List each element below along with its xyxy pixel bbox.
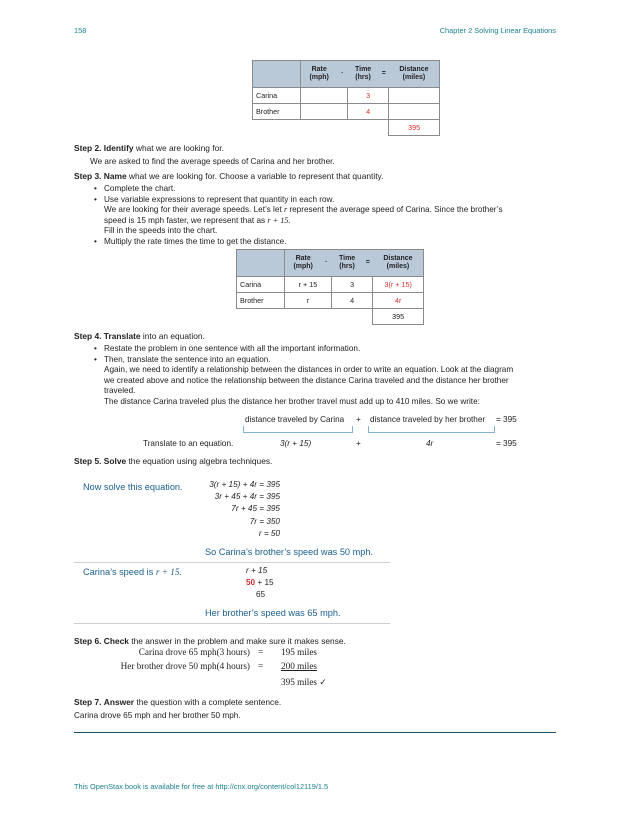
check-left-1: Carina drove 65 mph(3 hours) — [138, 647, 250, 657]
list-item: traveled. — [104, 386, 136, 396]
translate-plus: + — [356, 439, 361, 448]
list-item: Again, we need to identify a relationship between the distances in order to write an equation. Look at the diagram — [104, 365, 514, 375]
table-total: 395 — [373, 309, 424, 325]
row-name: Brother — [237, 293, 285, 309]
row-time: 3 — [347, 88, 389, 104]
row-time: 3 — [331, 277, 373, 293]
row-rate — [301, 88, 348, 104]
solve-line: 3r + 45 + 4r = 395 — [214, 492, 280, 502]
col-times-op: · — [337, 61, 347, 88]
underbrace-left — [243, 426, 353, 433]
calc-line: 65 — [256, 590, 266, 600]
step-6-keyword: Check — [103, 636, 129, 646]
step-5-label: Step 5. — [74, 456, 102, 466]
word-eq-plus: + — [356, 415, 361, 424]
step-2-answer: We are asked to find the average speeds of Carina and her brother. — [90, 157, 335, 166]
step-7-text: the question with a complete sentence. — [134, 697, 282, 707]
step-7-label: Step 7. — [74, 697, 102, 707]
list-item: • Then, translate the sentence into an equation. — [92, 355, 557, 366]
step-7-keyword: Answer — [103, 697, 135, 707]
solve-line: 7r + 45 = 395 — [231, 504, 280, 514]
section-rule — [74, 732, 556, 733]
step-6-text: the answer in the problem and make sure it makes sense. — [128, 636, 346, 646]
step-2-label: Step 2. — [74, 143, 102, 153]
step-7 — [74, 697, 281, 707]
col-equals-op: = — [379, 61, 389, 88]
step-4-list — [92, 344, 557, 408]
col-rate: Rate (mph) — [301, 61, 338, 88]
brother-speed-note: So Carina’s brother’s speed was 50 mph. — [205, 547, 374, 557]
solve-label: Now solve this equation. — [83, 482, 183, 492]
row-rate: r + 15 — [285, 277, 332, 293]
list-item: We are looking for their average speeds. Let’s let r represent the average speed of Carina. Since the brother’s — [104, 205, 503, 215]
page-number: 158 — [74, 26, 87, 35]
step-4-keyword: Translate — [103, 331, 141, 341]
word-eq-left: distance traveled by Carina — [245, 415, 345, 424]
solve-steps — [180, 479, 280, 540]
underbrace-right — [368, 426, 495, 433]
row-rate — [301, 104, 348, 120]
carina-speed-label: Carina’s speed is r + 15. — [83, 567, 182, 577]
table-corner — [253, 61, 301, 88]
row-name: Brother — [253, 104, 301, 120]
list-item: • Use variable expressions to represent that quantity in each row. — [92, 195, 557, 206]
list-item: • Restate the problem in one sentence with all the important information. — [92, 344, 557, 355]
calc-line: r + 15 — [246, 566, 268, 575]
col-time: Time (hrs) — [331, 250, 363, 277]
row-time: 4 — [347, 104, 389, 120]
col-times-op: · — [321, 250, 331, 277]
rate-table-2 — [236, 249, 424, 325]
list-item: Fill in the speeds into the chart. — [104, 226, 218, 236]
step-3-list — [92, 184, 557, 248]
list-item: • Complete the chart. — [92, 184, 557, 195]
step-2-keyword: Identify — [103, 143, 134, 153]
translate-right: 4r — [426, 439, 434, 448]
row-rate: r — [285, 293, 332, 309]
step-7-answer: Carina drove 65 mph and her brother 50 mph. — [74, 711, 241, 720]
chapter-title: Chapter 2 Solving Linear Equations — [439, 26, 556, 35]
table-corner — [237, 250, 285, 277]
step-4-label: Step 4. — [74, 331, 102, 341]
row-name: Carina — [237, 277, 285, 293]
divider — [74, 562, 390, 563]
row-distance: 4r — [373, 293, 424, 309]
col-distance: Distance (miles) — [389, 61, 440, 88]
list-item: speed is 15 mph faster, we represent that as r + 15. — [104, 215, 291, 225]
row-distance — [389, 88, 440, 104]
table-total: 395 — [389, 120, 440, 136]
step-3 — [74, 171, 383, 181]
row-distance: 3(r + 15) — [373, 277, 424, 293]
translate-left: 3(r + 15) — [280, 439, 312, 448]
row-name: Carina — [253, 88, 301, 104]
row-time: 4 — [331, 293, 373, 309]
word-eq-right: distance traveled by her brother — [370, 415, 486, 424]
check-right-1: 195 miles — [281, 647, 317, 657]
step-3-text: what we are looking for. Choose a variable to represent that quantity. — [126, 171, 384, 181]
check-eq-2: = — [258, 661, 264, 671]
table-row — [253, 88, 440, 104]
col-rate: Rate (mph) — [285, 250, 322, 277]
divider — [74, 623, 390, 624]
translate-equals: = 395 — [496, 439, 517, 448]
solve-line: 7r = 350 — [249, 516, 280, 526]
step-3-keyword: Name — [103, 171, 127, 181]
col-distance: Distance (miles) — [373, 250, 424, 277]
step-6 — [74, 636, 346, 646]
table-row — [253, 104, 440, 120]
list-item: • Multiply the rate times the time to get the distance. — [92, 237, 557, 248]
step-5-keyword: Solve — [103, 456, 127, 466]
step-5 — [74, 456, 272, 466]
list-item: we created above and notice the relationship between the distance Carina traveled and the distance her brother — [104, 375, 509, 385]
solve-line: r = 50 — [258, 528, 280, 538]
check-left-2: Her brother drove 50 mph(4 hours) — [120, 661, 250, 671]
footer-text: This OpenStax book is available for free at http://cnx.org/content/col12119/1.5 — [74, 782, 329, 791]
list-item: The distance Carina traveled plus the distance her brother travel must add up to 410 miles. So we write: — [104, 396, 480, 406]
word-eq-equals: = 395 — [496, 415, 517, 424]
step-2 — [74, 143, 224, 153]
carina-calc — [246, 565, 274, 602]
check-right-2: 200 miles — [281, 661, 317, 671]
calc-line: 50 + 15 — [246, 578, 274, 588]
solve-line: 3(r + 15) + 4r = 395 — [209, 480, 280, 489]
table-row — [237, 293, 424, 309]
table-row — [237, 277, 424, 293]
step-2-text: what we are looking for. — [133, 143, 224, 153]
col-equals-op: = — [363, 250, 373, 277]
step-4 — [74, 331, 205, 341]
carina-speed-note: Her brother’s speed was 65 mph. — [205, 608, 341, 618]
row-distance — [389, 104, 440, 120]
step-6-label: Step 6. — [74, 636, 102, 646]
step-4-text: into an equation. — [140, 331, 205, 341]
translate-label: Translate to an equation. — [143, 439, 234, 448]
rate-table-1 — [252, 60, 440, 136]
check-total: 395 miles ✓ — [281, 677, 327, 687]
step-3-label: Step 3. — [74, 171, 102, 181]
col-time: Time (hrs) — [347, 61, 379, 88]
check-eq-1: = — [258, 647, 264, 657]
step-5-text: the equation using algebra techniques. — [126, 456, 273, 466]
